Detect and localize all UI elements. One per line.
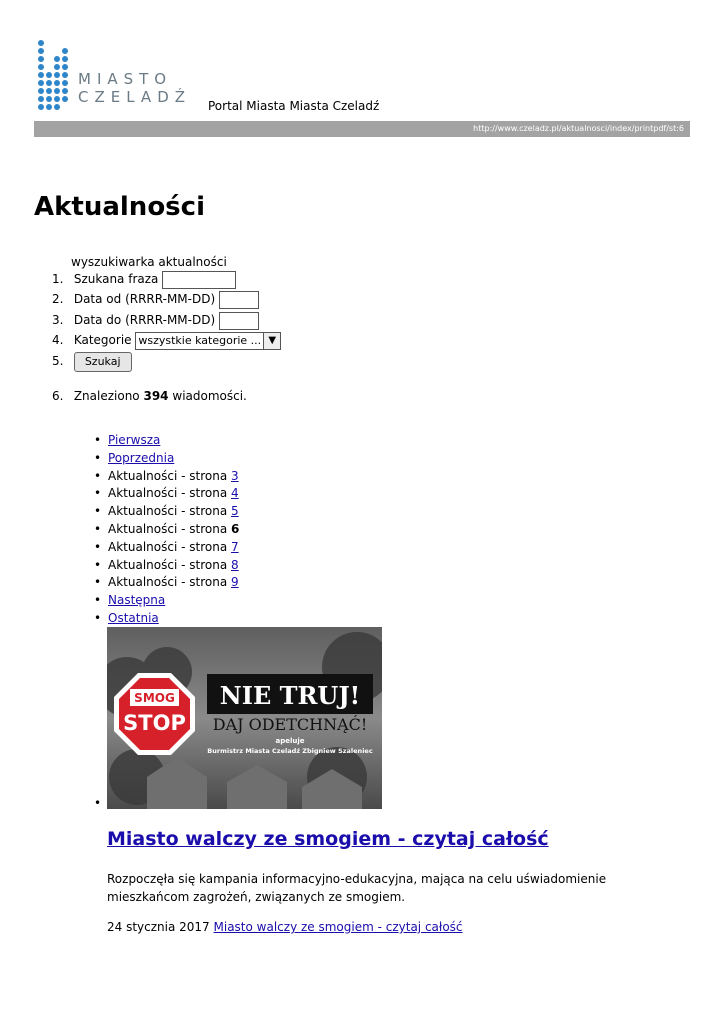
pagination-item — [94, 574, 239, 592]
logo-text — [78, 70, 191, 106]
page-prefix: Aktualności - strona — [108, 521, 228, 536]
page-prefix: Aktualności - strona — [108, 504, 228, 519]
page-link-9[interactable]: 9 — [231, 575, 239, 590]
result-suffix: wiadomości. — [172, 389, 247, 403]
subheadline-text: DAJ ODETCHNĄĆ! — [212, 715, 368, 734]
appeal-text: apeluje — [275, 737, 305, 745]
search-row-category — [52, 330, 281, 350]
search-row-date-to — [52, 310, 259, 330]
search-phrase-input[interactable] — [162, 271, 236, 289]
news-image[interactable] — [107, 627, 382, 809]
city-logo[interactable] — [34, 38, 209, 110]
last-page-link[interactable]: Ostatnia — [108, 610, 159, 625]
page-link-5[interactable]: 5 — [231, 504, 239, 519]
row-number: 1. — [52, 272, 64, 286]
page-prefix: Aktualności - strona — [108, 468, 228, 483]
headline-text: NIE TRUJ! — [219, 681, 361, 710]
url-bar — [34, 121, 690, 137]
pagination-item — [94, 432, 239, 450]
date-to-label: Data do (RRRR-MM-DD) — [73, 313, 216, 327]
category-select[interactable] — [135, 332, 281, 350]
pagination-item — [94, 503, 239, 521]
row-number: 4. — [52, 333, 64, 347]
date-to-input[interactable] — [219, 312, 259, 330]
pagination-item — [94, 521, 239, 539]
page-title: Aktualności — [34, 192, 205, 222]
print-url: http://www.czeladz.pl/aktualnosci/index/printpdf/st:6 — [473, 124, 684, 133]
pagination-item — [94, 592, 239, 610]
first-page-link[interactable]: Pierwsza — [108, 433, 161, 447]
result-prefix: Znaleziono — [73, 389, 140, 403]
sign-top-text: SMOG — [134, 691, 175, 705]
search-title: wyszukiwarka aktualności — [71, 255, 227, 269]
news-date: 24 stycznia 2017 — [107, 920, 210, 934]
pagination — [94, 432, 239, 628]
sign-main-text: STOP — [123, 711, 186, 735]
author-text: Burmistrz Miasta Czeladź Zbigniew Szaleniec — [207, 747, 373, 755]
category-label: Kategorie — [73, 333, 132, 347]
logo-mark-icon — [34, 38, 70, 110]
search-row-submit — [52, 351, 132, 371]
pagination-item — [94, 610, 239, 628]
search-button[interactable]: Szukaj — [74, 352, 132, 372]
logo-line-2: CZELADŹ — [78, 88, 192, 106]
row-number: 2. — [52, 292, 64, 306]
page-link-3[interactable]: 3 — [231, 468, 239, 483]
page-link-7[interactable]: 7 — [231, 539, 239, 554]
page-prefix: Aktualności - strona — [108, 557, 228, 572]
pagination-item — [94, 468, 239, 486]
pagination-item — [94, 539, 239, 557]
row-number: 3. — [52, 313, 64, 327]
pagination-item — [94, 485, 239, 503]
search-row-date-from — [52, 289, 259, 309]
news-read-more-link[interactable]: Miasto walczy ze smogiem - czytaj całość — [213, 920, 463, 934]
list-bullet: • — [94, 796, 102, 810]
page-link-8[interactable]: 8 — [231, 557, 239, 572]
category-selected-value: wszystkie kategorie ... — [138, 333, 262, 347]
search-result-count — [52, 386, 247, 406]
pagination-item — [94, 557, 239, 575]
news-description: Rozpoczęła się kampania informacyjno-edukacyjna, mająca na celu uświadomienie mieszkańcom zagrożeń, związanych ze smogiem. — [107, 872, 607, 904]
page-prefix: Aktualności - strona — [108, 539, 228, 554]
row-number: 5. — [52, 354, 64, 368]
prev-page-link[interactable]: Poprzednia — [108, 450, 175, 465]
date-from-label: Data od (RRRR-MM-DD) — [73, 292, 216, 306]
news-meta — [107, 920, 463, 934]
search-row-phrase — [52, 269, 236, 289]
pagination-item — [94, 450, 239, 468]
row-number: 6. — [52, 389, 64, 403]
current-page: 6 — [231, 521, 240, 536]
stop-sign-icon — [114, 673, 195, 755]
news-title-link[interactable]: Miasto walczy ze smogiem - czytaj całość — [107, 828, 549, 850]
page-link-4[interactable]: 4 — [231, 486, 239, 501]
page-prefix: Aktualności - strona — [108, 486, 228, 501]
portal-name: Portal Miasta Miasta Czeladź — [208, 99, 380, 113]
date-from-input[interactable] — [219, 291, 259, 309]
result-count: 394 — [143, 389, 169, 403]
logo-line-1: MIASTO — [78, 70, 173, 88]
search-phrase-label: Szukana fraza — [73, 272, 159, 286]
page-prefix: Aktualności - strona — [108, 575, 228, 590]
dropdown-arrow-icon[interactable]: ▼ — [263, 333, 280, 349]
news-title — [107, 828, 549, 850]
next-page-link[interactable]: Następna — [108, 593, 166, 608]
